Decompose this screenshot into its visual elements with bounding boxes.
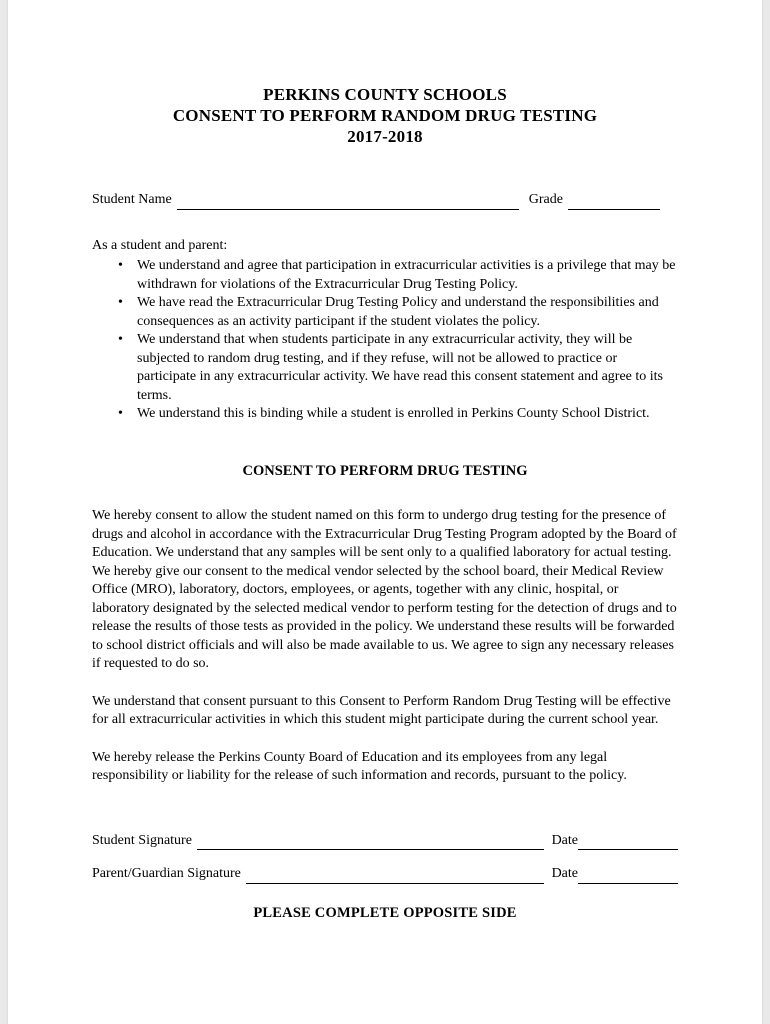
student-name-label: Student Name <box>92 192 172 207</box>
body-paragraph-3: We hereby release the Perkins County Board of Education and its employees from any legal responsibility or liability for the release of such information and records, pursuant to the policy. <box>92 749 627 783</box>
title-line-3: 2017-2018 <box>347 127 423 146</box>
section-heading: CONSENT TO PERFORM DRUG TESTING <box>242 462 528 479</box>
bullet-list <box>92 257 678 424</box>
parent-date-blank-line <box>578 869 678 884</box>
date-label: Date <box>551 832 578 848</box>
bullet-text: We understand this is binding while a student is enrolled in Perkins County School District. <box>137 406 650 421</box>
student-signature-blank-line <box>197 835 544 850</box>
bullet-text: We have read the Extracurricular Drug Testing Policy and understand the responsibilities and consequences as an activity participant if the student violates the policy. <box>137 295 659 329</box>
bullet-item <box>118 331 678 405</box>
bullet-item <box>118 405 678 424</box>
document-title <box>92 84 678 147</box>
bullet-icon: • <box>118 295 123 310</box>
student-name-blank-line <box>177 195 519 210</box>
grade-label: Grade <box>528 192 563 207</box>
student-date-blank-line <box>578 835 678 850</box>
bullet-icon: • <box>118 258 123 273</box>
bullet-text: We understand that when students participate in any extracurricular activity, they will be subjected to random drug testing, and if they refuse, will not be allowed to practice or participate in any extracurricular activity. We have read this consent statement and agree to its terms. <box>137 332 663 403</box>
bullet-item <box>118 294 678 331</box>
bullet-text: We understand and agree that participation in extracurricular activities is a privilege that may be withdrawn for violations of the Extracurricular Drug Testing Policy. <box>137 258 676 292</box>
body-paragraph-1: We hereby consent to allow the student named on this form to undergo drug testing for the presence of drugs and alcohol in accordance with the Extracurricular Drug Testing Program adopted by the Board of Education. We understand that any samples will be sent only to a qualified laboratory for actual testing. We hereby give our consent to the medical vendor selected by the school board, their Medical Review Office (MRO), laboratory, doctors, employees, or agents, together with any clinic, hospital, or laboratory designated by the selected medical vendor to perform testing for the detection of drugs and to release the results of those tests as provided in the policy. We understand these results will be forwarded to school district officials and will also be made available to us. We agree to sign any necessary releases if requested to do so. <box>92 508 677 671</box>
bullet-icon: • <box>118 406 123 421</box>
document-body <box>92 191 678 922</box>
student-signature-label: Student Signature <box>92 832 192 848</box>
parent-signature-blank-line <box>246 869 544 884</box>
date-label: Date <box>551 866 578 881</box>
student-name-row <box>92 191 678 210</box>
bullet-item <box>118 257 678 294</box>
parent-signature-label: Parent/Guardian Signature <box>92 866 241 881</box>
bullet-icon: • <box>118 332 123 347</box>
title-line-1: PERKINS COUNTY SCHOOLS <box>263 85 507 104</box>
body-paragraph-2: We understand that consent pursuant to this Consent to Perform Random Drug Testing will be effective for all extracurricular activities in which this student might participate during the current school year. <box>92 693 671 727</box>
title-line-2: CONSENT TO PERFORM RANDOM DRUG TESTING <box>172 106 598 125</box>
intro-line: As a student and parent: <box>92 237 228 253</box>
parent-signature-row <box>92 865 678 884</box>
signature-block <box>92 832 678 884</box>
footer-note: PLEASE COMPLETE OPPOSITE SIDE <box>253 904 517 921</box>
grade-blank-line <box>568 195 660 210</box>
student-signature-row <box>92 832 678 851</box>
document-page <box>8 0 762 1024</box>
